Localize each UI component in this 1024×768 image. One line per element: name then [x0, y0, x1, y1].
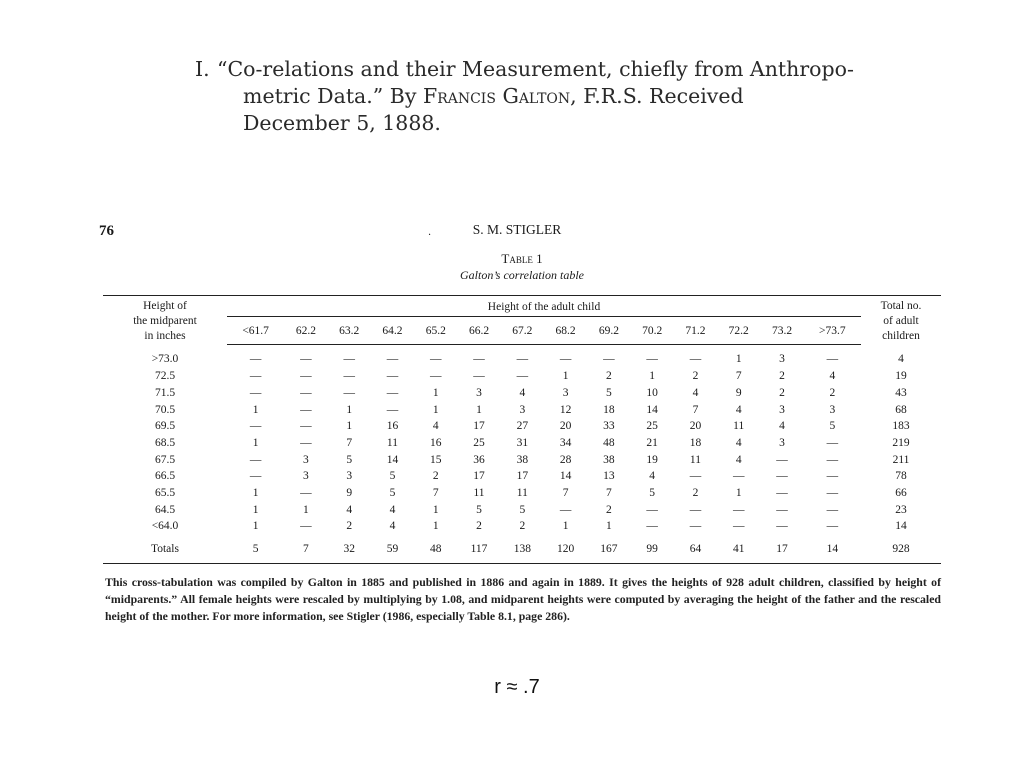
- table-cell: 4: [735, 403, 742, 416]
- table-cell: 1: [735, 487, 742, 500]
- table-cell: —: [776, 470, 788, 483]
- table-cell: 1: [346, 403, 353, 416]
- totals-row: [103, 535, 941, 563]
- received-date: December 5, 1888.: [243, 111, 441, 135]
- correlation-table-container: [103, 295, 941, 564]
- table-cell: 2: [432, 470, 439, 483]
- column-total: 99: [631, 535, 674, 563]
- table-cell: —: [343, 353, 355, 366]
- table-cell: —: [732, 470, 745, 483]
- table-cell: 2: [829, 386, 836, 399]
- table-cell: 1: [252, 436, 259, 449]
- table-cell: —: [646, 520, 658, 533]
- row-total: 14: [895, 520, 907, 533]
- column-header: 69.2: [587, 316, 630, 345]
- table-cell: 2: [606, 503, 612, 516]
- table-cell: 4: [779, 420, 785, 433]
- table-cell: 1: [252, 403, 259, 416]
- table-cell: 7: [562, 487, 569, 500]
- table-cell: 4: [346, 503, 353, 516]
- table-cell: 27: [516, 420, 529, 433]
- table-cell: —: [430, 353, 442, 366]
- column-total: 32: [328, 535, 371, 563]
- table-cell: 48: [603, 436, 615, 449]
- table-row: [103, 345, 941, 368]
- table-cell: —: [689, 520, 702, 533]
- table-cell: 5: [649, 487, 656, 500]
- table-cell: —: [776, 453, 788, 466]
- column-total: 167: [587, 535, 630, 563]
- table-cell: 18: [689, 436, 702, 449]
- column-header: 73.2: [760, 316, 803, 345]
- table-cell: —: [386, 386, 399, 399]
- table-subtitle: Galton’s correlation table: [460, 268, 584, 282]
- table-cell: 11: [473, 487, 485, 500]
- table-cell: —: [386, 370, 399, 383]
- table-cell: 4: [519, 386, 526, 399]
- row-total: 68: [895, 403, 907, 416]
- table-cell: 2: [692, 487, 699, 500]
- correlation-table: [103, 295, 941, 564]
- midparent-header-line: Height of: [143, 300, 187, 313]
- row-total: 183: [892, 420, 910, 433]
- table-cell: —: [473, 370, 485, 383]
- table-cell: 5: [829, 420, 836, 433]
- row-total: 23: [895, 503, 907, 516]
- title-line-2: [195, 83, 875, 110]
- row-label: 66.5: [154, 470, 176, 483]
- column-header: 70.2: [631, 316, 674, 345]
- table-cell: 2: [779, 386, 785, 399]
- table-cell: 16: [430, 436, 442, 449]
- table-row: [103, 385, 941, 402]
- table-cell: 1: [252, 503, 259, 516]
- table-cell: 2: [476, 520, 482, 533]
- table-cell: —: [826, 353, 839, 366]
- table-cell: 1: [649, 370, 656, 383]
- correlation-note: r ≈ .7: [494, 676, 540, 698]
- table-cell: 21: [646, 436, 658, 449]
- column-total: 41: [717, 535, 760, 563]
- row-total: 66: [895, 487, 907, 500]
- title-line-1: [195, 56, 875, 83]
- table-row: [103, 402, 941, 419]
- row-label: <64.0: [151, 520, 179, 533]
- midparent-header: [103, 296, 227, 345]
- table-cell: —: [516, 353, 529, 366]
- row-label: 70.5: [154, 403, 176, 416]
- table-row: [103, 368, 941, 385]
- table-cell: 31: [516, 436, 529, 449]
- row-label: 64.5: [154, 503, 176, 516]
- table-cell: 1: [252, 487, 259, 500]
- table-cell: 7: [346, 436, 353, 449]
- table-row: [103, 485, 941, 502]
- row-label: 65.5: [154, 487, 176, 500]
- table-cell: 7: [735, 370, 742, 383]
- column-header: 63.2: [328, 316, 371, 345]
- column-header: >73.7: [804, 316, 861, 345]
- table-cell: 3: [476, 386, 482, 399]
- table-cell: 4: [829, 370, 836, 383]
- table-cell: 3: [562, 386, 569, 399]
- table-cell: 1: [252, 520, 259, 533]
- table-cell: 14: [646, 403, 658, 416]
- table-cell: 7: [606, 487, 612, 500]
- table-cell: 5: [606, 386, 612, 399]
- table-cell: 2: [779, 370, 785, 383]
- table-cell: 1: [346, 420, 353, 433]
- table-cell: 36: [473, 453, 485, 466]
- table-cell: —: [249, 420, 262, 433]
- title-text: “Co-relations and their Measurement, chiefly from Anthropo-: [217, 57, 854, 81]
- row-total: 43: [895, 386, 907, 399]
- table-cell: —: [473, 353, 485, 366]
- column-total: 120: [544, 535, 587, 563]
- table-cell: 19: [646, 453, 658, 466]
- table-cell: —: [826, 520, 839, 533]
- table-cell: —: [249, 353, 262, 366]
- table-cell: —: [603, 353, 615, 366]
- table-row: [103, 418, 941, 435]
- midparent-header-line: in inches: [144, 330, 186, 343]
- table-cell: —: [249, 370, 262, 383]
- table-cell: 11: [386, 436, 398, 449]
- table-cell: 18: [603, 403, 615, 416]
- table-cell: 4: [389, 503, 396, 516]
- table-cell: 38: [603, 453, 615, 466]
- column-total: 48: [414, 535, 457, 563]
- row-label: 67.5: [154, 453, 176, 466]
- column-header: 66.2: [457, 316, 500, 345]
- table-cell: 1: [432, 520, 439, 533]
- column-total: 138: [501, 535, 544, 563]
- table-cell: —: [300, 520, 312, 533]
- table-cell: 11: [689, 453, 701, 466]
- table-cell: —: [300, 436, 312, 449]
- table-cell: 34: [559, 436, 572, 449]
- table-cell: 20: [689, 420, 702, 433]
- row-label: 68.5: [154, 436, 176, 449]
- total-header: [861, 296, 941, 345]
- column-header: 67.2: [501, 316, 544, 345]
- table-cell: —: [249, 453, 262, 466]
- table-cell: —: [559, 503, 572, 516]
- table-cell: —: [300, 420, 312, 433]
- table-cell: 3: [779, 436, 785, 449]
- table-cell: 15: [430, 453, 442, 466]
- column-header: <61.7: [227, 316, 284, 345]
- table-cell: 1: [606, 520, 612, 533]
- table-cell: 4: [389, 520, 396, 533]
- table-cell: 28: [559, 453, 572, 466]
- title-text-3: , F.R.S. Received: [570, 84, 744, 108]
- table-cell: 4: [735, 436, 742, 449]
- table-cell: —: [826, 503, 839, 516]
- running-head: S. M. STIGLER: [472, 222, 562, 237]
- table-cell: 16: [386, 420, 399, 433]
- row-total: 219: [892, 436, 910, 449]
- table-cell: —: [732, 503, 745, 516]
- table-cell: —: [249, 470, 262, 483]
- column-total: 14: [804, 535, 861, 563]
- column-total: 7: [284, 535, 327, 563]
- table-cell: 3: [779, 403, 785, 416]
- table-cell: —: [689, 353, 702, 366]
- table-cell: 9: [735, 386, 742, 399]
- row-label: 72.5: [154, 370, 176, 383]
- table-cell: 17: [473, 420, 485, 433]
- table-cell: 5: [519, 503, 526, 516]
- stray-dot: ·: [428, 230, 432, 241]
- table-row: [103, 518, 941, 535]
- table-cell: 3: [829, 403, 836, 416]
- table-cell: —: [776, 487, 788, 500]
- column-header: 68.2: [544, 316, 587, 345]
- column-header: 64.2: [371, 316, 414, 345]
- row-total: 4: [898, 353, 904, 366]
- table-caption: This cross-tabulation was compiled by Galton in 1885 and published in 1886 and again in 1889. It gives the heights of 928 adult children, classified by height of “midparents.” All female heights were rescaled by multiplying by 1.08, and midparent heights were computed by averaging the height of the father and the rescaled height of the mother. For more information, see Stigler (1986, especially Table 8.1, page 286).: [105, 575, 941, 623]
- table-cell: 1: [562, 370, 569, 383]
- paper-title-block: [195, 56, 875, 137]
- table-cell: —: [826, 453, 839, 466]
- column-total: 17: [760, 535, 803, 563]
- table-cell: 1: [432, 386, 439, 399]
- table-cell: —: [646, 353, 658, 366]
- table-cell: 38: [516, 453, 529, 466]
- section-number: I.: [195, 57, 210, 81]
- table-cell: —: [559, 353, 572, 366]
- table-cell: —: [689, 503, 702, 516]
- table-cell: —: [343, 386, 355, 399]
- table-cell: —: [826, 470, 839, 483]
- author-name: Francis Galton: [422, 84, 571, 108]
- table-cell: 5: [346, 453, 353, 466]
- column-header: 71.2: [674, 316, 717, 345]
- table-cell: 2: [519, 520, 526, 533]
- table-cell: 1: [432, 403, 439, 416]
- table-cell: 3: [303, 453, 309, 466]
- table-cell: 5: [389, 470, 396, 483]
- table-cell: —: [300, 403, 312, 416]
- table-row: [103, 435, 941, 452]
- table-cell: 1: [303, 503, 309, 516]
- table-title: Table 1: [501, 251, 543, 266]
- table-cell: —: [826, 487, 839, 500]
- table-cell: 3: [303, 470, 309, 483]
- table-row: [103, 502, 941, 519]
- column-total: 117: [457, 535, 500, 563]
- column-total: 5: [227, 535, 284, 563]
- table-cell: 17: [516, 470, 529, 483]
- table-cell: 4: [735, 453, 742, 466]
- row-total: 78: [895, 470, 907, 483]
- table-cell: 4: [692, 386, 699, 399]
- table-cell: 33: [603, 420, 615, 433]
- table-cell: —: [826, 436, 839, 449]
- table-cell: —: [300, 487, 312, 500]
- table-cell: —: [732, 520, 745, 533]
- table-cell: 2: [606, 370, 612, 383]
- row-label: >73.0: [151, 353, 179, 366]
- table-row: [103, 468, 941, 485]
- table-cell: —: [300, 386, 312, 399]
- column-total: 64: [674, 535, 717, 563]
- table-cell: —: [646, 503, 658, 516]
- column-header: 72.2: [717, 316, 760, 345]
- grand-total: 928: [861, 535, 941, 563]
- totals-label: Totals: [103, 535, 227, 563]
- table-cell: 1: [562, 520, 569, 533]
- table-cell: 25: [646, 420, 658, 433]
- table-cell: —: [300, 370, 312, 383]
- table-cell: —: [249, 386, 262, 399]
- row-label: 69.5: [154, 420, 176, 433]
- table-cell: 4: [432, 420, 439, 433]
- table-cell: 1: [735, 353, 742, 366]
- table-cell: 4: [649, 470, 656, 483]
- table-cell: 14: [386, 453, 399, 466]
- table-cell: —: [776, 520, 788, 533]
- table-cell: 25: [473, 436, 485, 449]
- title-text-2: metric Data.” By: [243, 84, 423, 108]
- column-total: 59: [371, 535, 414, 563]
- table-cell: 5: [389, 487, 396, 500]
- midparent-header-line: the midparent: [133, 315, 197, 328]
- table-cell: —: [386, 403, 399, 416]
- table-cell: 10: [646, 386, 658, 399]
- table-row: [103, 452, 941, 469]
- table-cell: 1: [432, 503, 439, 516]
- table-cell: —: [430, 370, 442, 383]
- table-cell: 13: [603, 470, 615, 483]
- table-cell: —: [386, 353, 399, 366]
- table-cell: 7: [432, 487, 439, 500]
- table-cell: —: [343, 370, 355, 383]
- table-cell: —: [776, 503, 788, 516]
- table-cell: 2: [346, 520, 353, 533]
- table-cell: 5: [476, 503, 482, 516]
- table-cell: 3: [779, 353, 785, 366]
- child-height-header: Height of the adult child: [227, 296, 861, 317]
- page-number: 76: [99, 223, 114, 239]
- total-header-line: children: [882, 330, 920, 343]
- table-cell: 11: [516, 487, 528, 500]
- table-cell: 20: [559, 420, 572, 433]
- table-cell: 7: [692, 403, 699, 416]
- table-cell: —: [689, 470, 702, 483]
- table-cell: 11: [733, 420, 745, 433]
- table-cell: 9: [346, 487, 353, 500]
- table-cell: 1: [476, 403, 482, 416]
- total-header-line: of adult: [883, 315, 919, 328]
- row-label: 71.5: [154, 386, 176, 399]
- row-total: 19: [895, 370, 907, 383]
- table-cell: 12: [559, 403, 572, 416]
- row-total: 211: [892, 453, 910, 466]
- table-cell: 17: [473, 470, 485, 483]
- table-cell: 3: [519, 403, 526, 416]
- table-cell: —: [300, 353, 312, 366]
- table-cell: 3: [346, 470, 353, 483]
- table-cell: 14: [559, 470, 572, 483]
- table-cell: 2: [692, 370, 699, 383]
- column-header: 65.2: [414, 316, 457, 345]
- column-header: 62.2: [284, 316, 327, 345]
- total-header-line: Total no.: [880, 300, 922, 313]
- table-cell: —: [516, 370, 529, 383]
